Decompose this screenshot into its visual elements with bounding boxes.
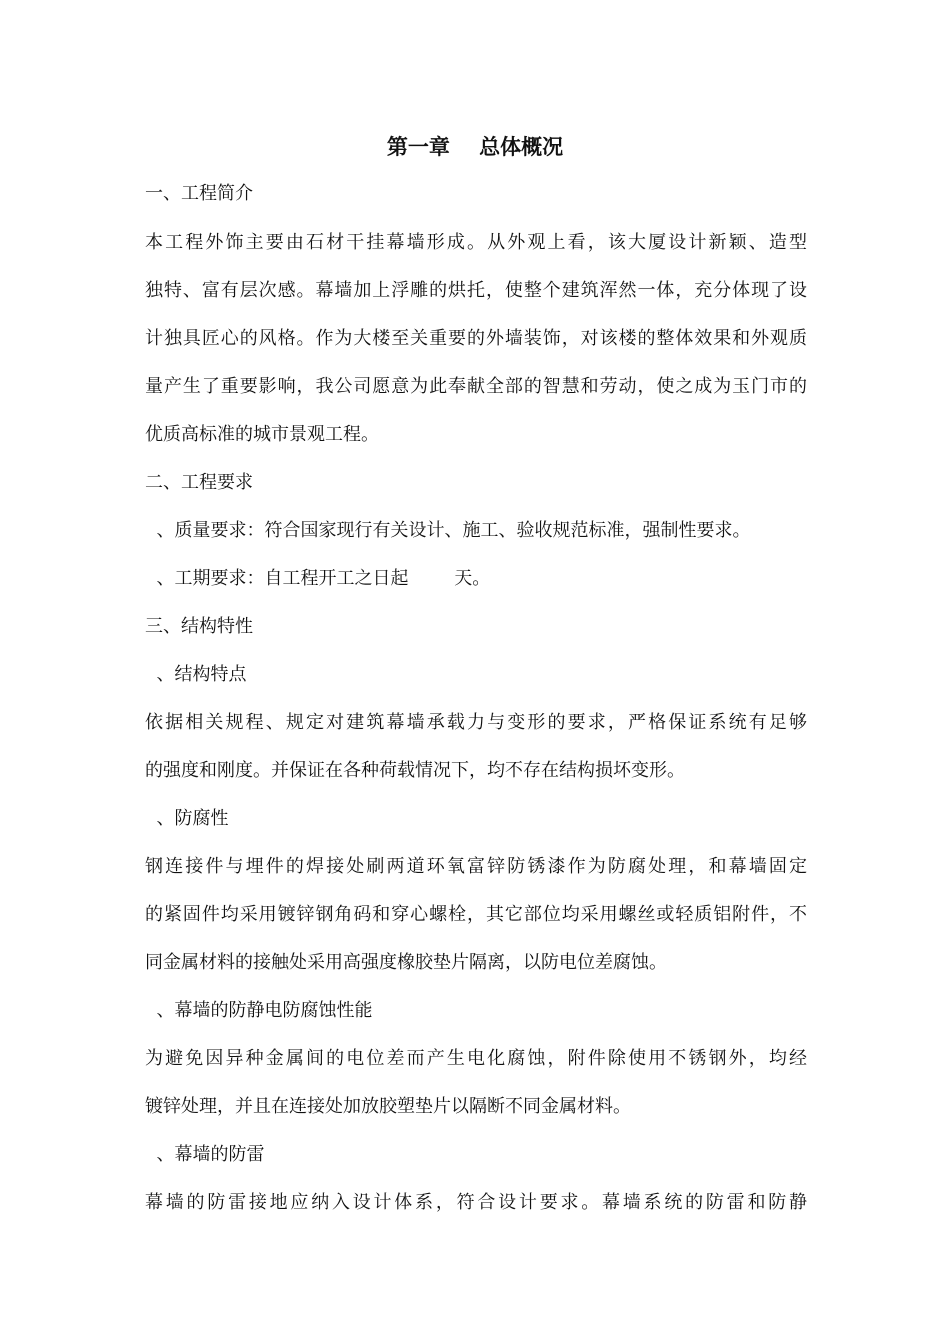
section-heading: 三、结构特性	[145, 616, 253, 637]
paragraph-line: 独特、富有层次感。幕墙加上浮雕的烘托，使整个建筑浑然一体，充分体现了设	[145, 280, 807, 301]
paragraph-line: 计独具匠心的风格。作为大楼至关重要的外墙装饰，对该楼的整体效果和外观质	[145, 328, 807, 349]
paragraph-line: 同金属材料的接触处采用高强度橡胶垫片隔离，以防电位差腐蚀。	[145, 952, 667, 973]
section-heading: 一、工程简介	[145, 183, 253, 204]
list-item: 、工期要求：自工程开工之日起 天。	[145, 568, 491, 589]
section-heading: 二、工程要求	[145, 472, 253, 493]
subsection-heading: 、幕墙的防雷	[145, 1144, 265, 1165]
subsection-heading: 、防腐性	[145, 808, 229, 829]
paragraph-line: 依据相关规程、规定对建筑幕墙承载力与变形的要求，严格保证系统有足够	[145, 712, 807, 733]
paragraph-line: 镀锌处理，并且在连接处加放胶塑垫片以隔断不同金属材料。	[145, 1096, 631, 1117]
paragraph-line: 为避免因异种金属间的电位差而产生电化腐蚀，附件除使用不锈钢外，均经	[145, 1048, 807, 1069]
paragraph-line: 的强度和刚度。并保证在各种荷载情况下，均不存在结构损坏变形。	[145, 760, 685, 781]
paragraph-line: 本工程外饰主要由石材干挂幕墙形成。从外观上看，该大厦设计新颖、造型	[145, 232, 807, 253]
paragraph-line: 量产生了重要影响，我公司愿意为此奉献全部的智慧和劳动，使之成为玉门市的	[145, 376, 807, 397]
paragraph-line: 优质高标准的城市景观工程。	[145, 424, 379, 445]
paragraph-line: 钢连接件与埋件的焊接处刷两道环氧富锌防锈漆作为防腐处理，和幕墙固定	[145, 856, 807, 877]
paragraph-line: 的紧固件均采用镀锌钢角码和穿心螺栓，其它部位均采用螺丝或轻质铝附件，不	[145, 904, 807, 925]
list-item: 、质量要求：符合国家现行有关设计、施工、验收规范标准，强制性要求。	[145, 520, 751, 541]
subsection-heading: 、结构特点	[145, 664, 247, 685]
paragraph-line: 幕墙的防雷接地应纳入设计体系，符合设计要求。幕墙系统的防雷和防静	[145, 1192, 807, 1213]
subsection-heading: 、幕墙的防静电防腐蚀性能	[145, 1000, 373, 1021]
chapter-title: 第一章 总体概况	[386, 135, 564, 159]
